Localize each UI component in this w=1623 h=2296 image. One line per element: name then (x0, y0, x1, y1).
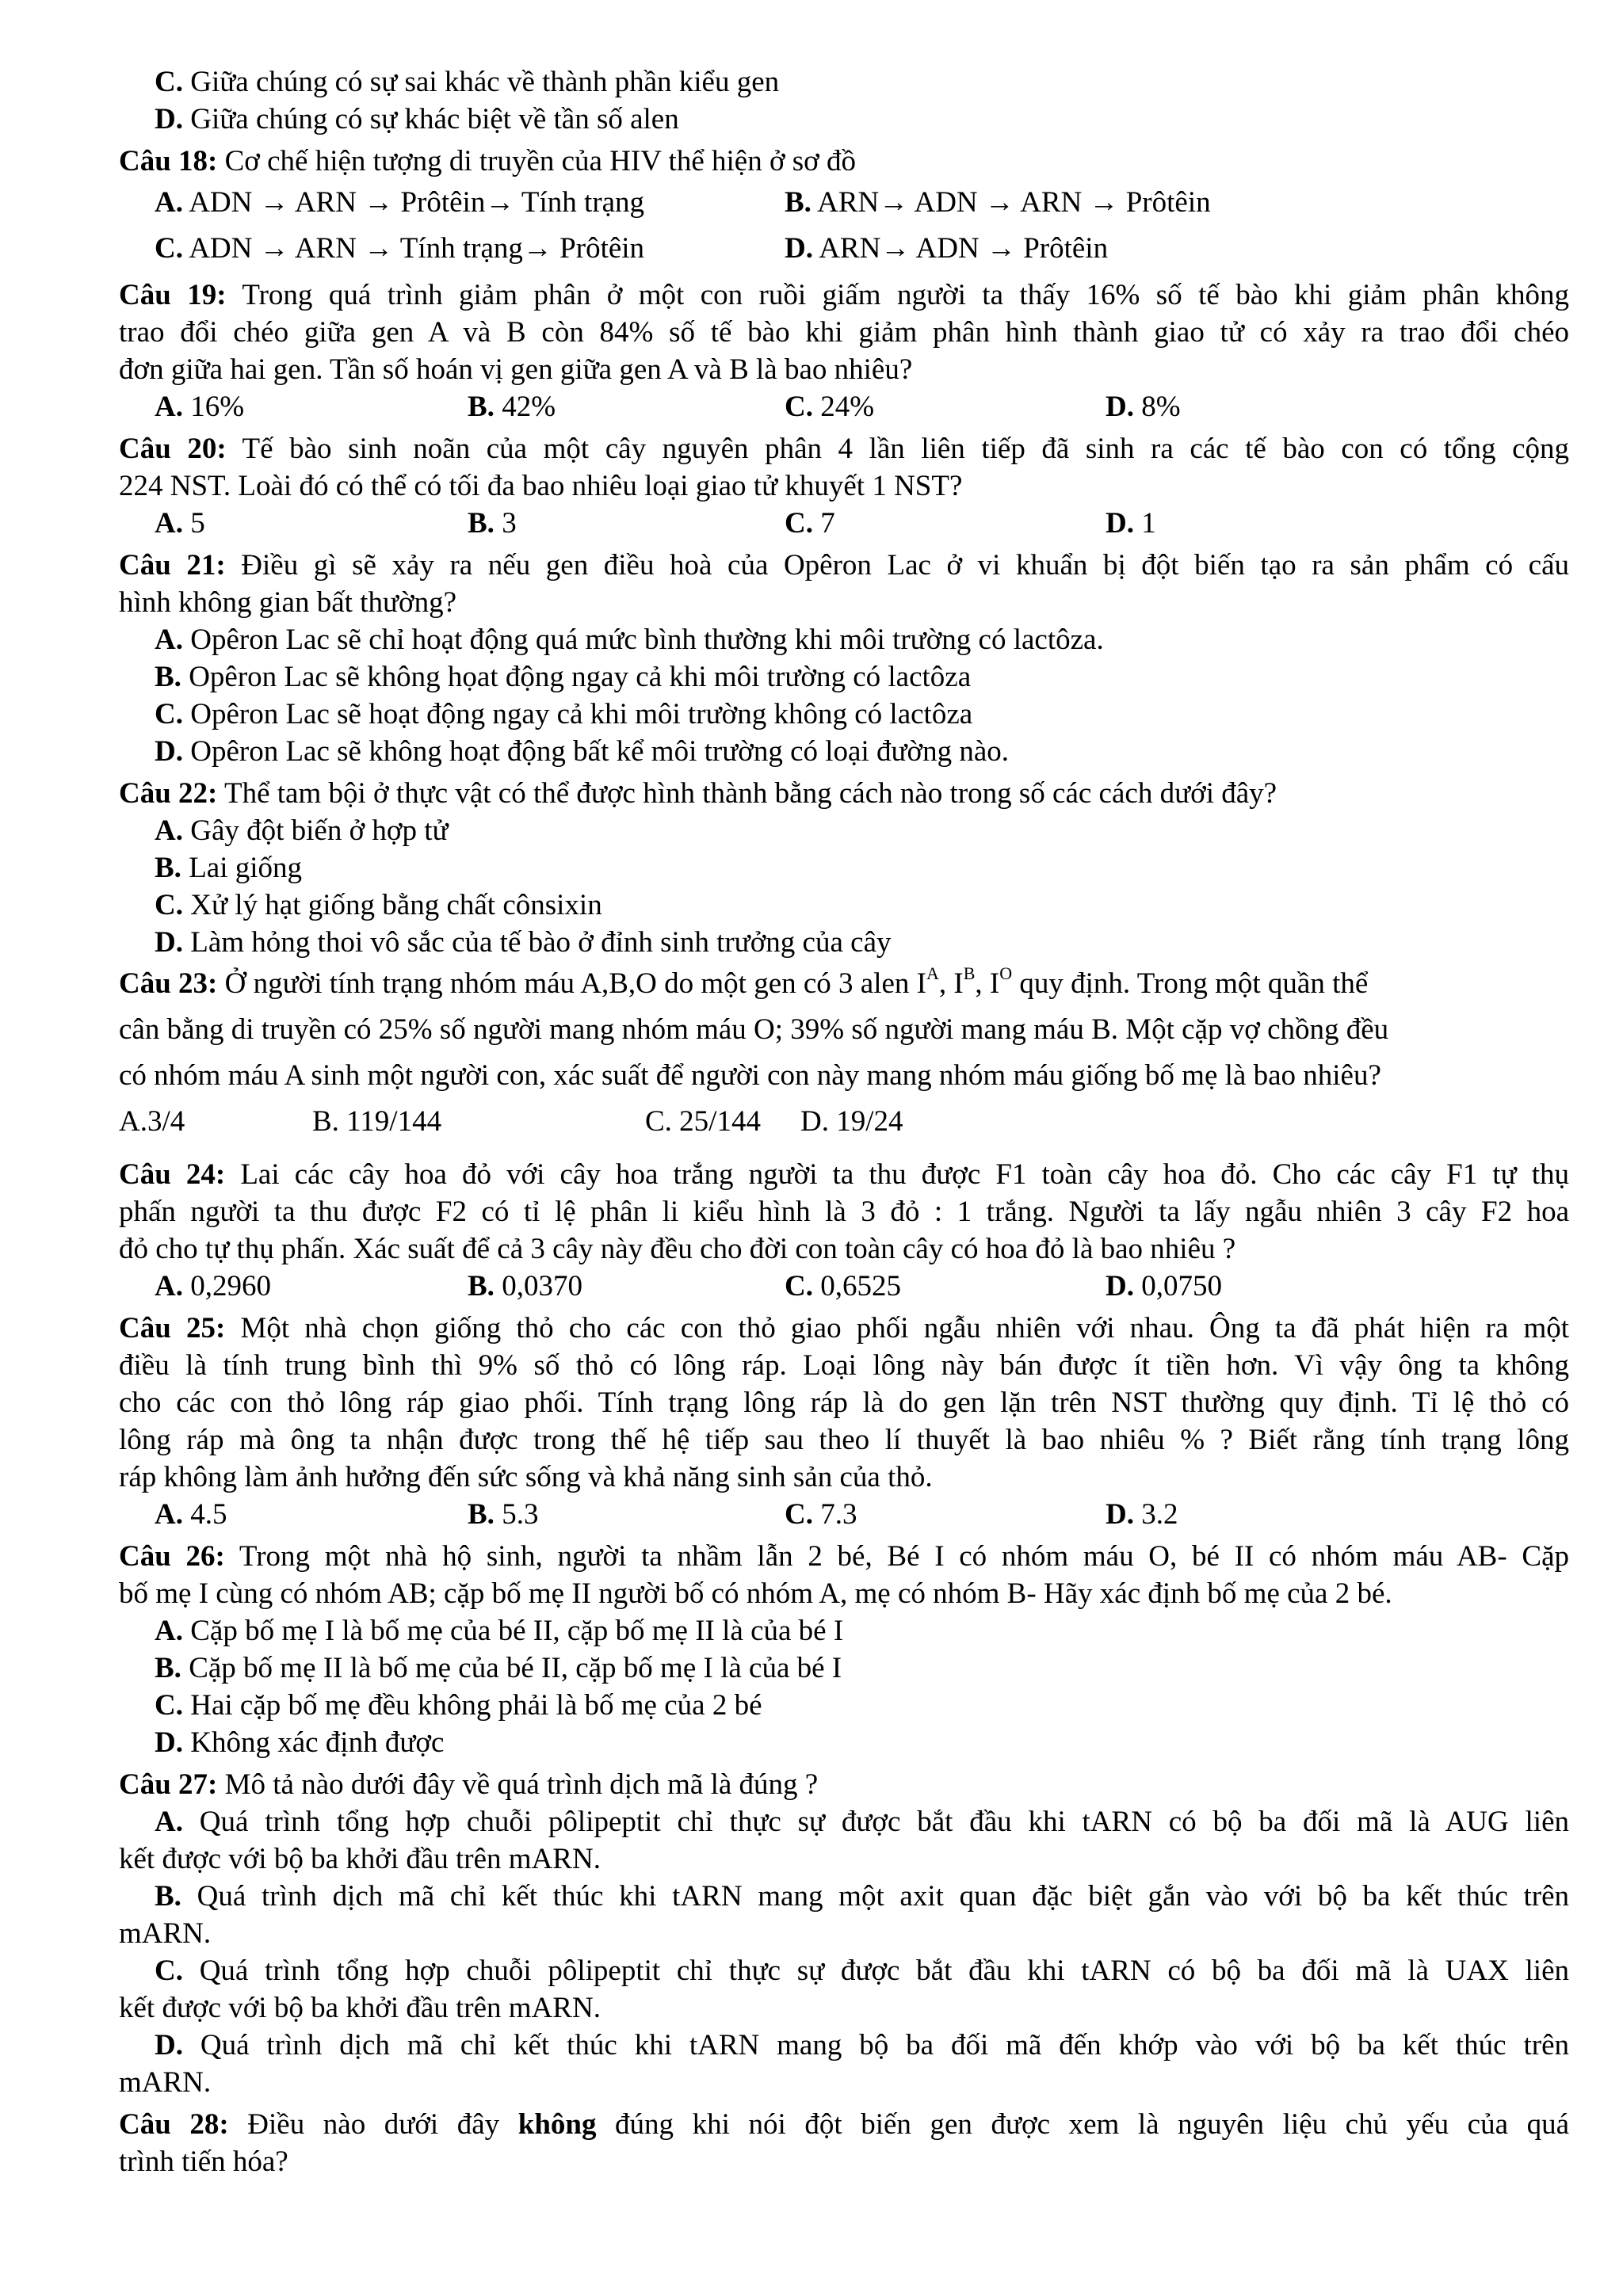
q18-options-ab (119, 180, 1569, 226)
q27-option-c-line-2: kết được với bộ ba khởi đầu trên mARN. (119, 1992, 601, 2024)
q18-option-d: D. ARN→ ADN → Prôtêin (785, 232, 1109, 265)
q19-option-b: B. 42% (468, 391, 556, 423)
q26-stem-line-1: Câu 26: Trong một nhà hộ sinh, người ta nhầm lẫn 2 bé, Bé I có nhóm máu O, bé II có nhóm máu AB- Cặp (119, 1540, 1569, 1573)
q20-option-b: B. 3 (468, 507, 517, 540)
q25-option-b: B. 5.3 (468, 1498, 539, 1531)
q27-option-d-line-2: mARN. (119, 2066, 212, 2099)
q23-option-a: A.3/4 (119, 1105, 185, 1138)
q20-option-c: C. 7 (785, 507, 835, 540)
q25-option-c: C. 7.3 (785, 1498, 857, 1531)
q19-options (119, 388, 1569, 425)
q25-option-a: A. 4.5 (155, 1498, 227, 1531)
q19-option-c: C. 24% (785, 391, 875, 423)
q25-stem-line-3: cho các con thỏ lông ráp giao phối. Tính trạng lông ráp là do gen lặn trên NST thường quy định. Tỉ lệ thỏ có (119, 1386, 1569, 1419)
q27-option-c-line-1: C. Quá trình tổng hợp chuỗi pôlipeptit chỉ thực sự được bắt đầu khi tARN có bộ ba đối mã là UAX liên (155, 1955, 1569, 1987)
q21-option-a: A. Opêron Lac sẽ chỉ hoạt động quá mức bình thường khi môi trường có lactôza. (155, 624, 1104, 656)
q23-stem-line-2: cân bằng di truyền có 25% số người mang nhóm máu O; 39% số người mang máu B. Một cặp vợ chồng đều (119, 1013, 1389, 1046)
q24-stem-line-2: phấn người ta thu được F2 có tỉ lệ phân li kiểu hình là 3 đỏ : 1 trắng. Người ta lấy ngẫu nhiên 3 cây F2 hoa (119, 1196, 1569, 1228)
q24-stem-line-3: đỏ cho tự thụ phấn. Xác suất để cả 3 cây này đều cho đời con toàn cây có hoa đỏ là bao nhiêu ? (119, 1233, 1236, 1265)
q27-option-b-line-1: B. Quá trình dịch mã chỉ kết thúc khi tARN mang một axit quan đặc biệt gắn vào với bộ ba kết thúc trên (155, 1880, 1570, 1913)
q25-stem-line-1: Câu 25: Một nhà chọn giống thỏ cho các con thỏ giao phối ngẫu nhiên với nhau. Ông ta đã phát hiện ra một (119, 1312, 1569, 1344)
q18-options-cd (119, 226, 1569, 272)
q26-option-c: C. Hai cặp bố mẹ đều không phải là bố mẹ của 2 bé (155, 1689, 762, 1722)
q20-options (119, 505, 1569, 542)
q27-option-a-line-2: kết được với bộ ba khởi đầu trên mARN. (119, 1843, 601, 1875)
q25-stem-line-5: ráp không làm ảnh hưởng đến sức sống và khả năng sinh sản của thỏ. (119, 1461, 933, 1493)
q25-stem-line-4: lông ráp mà ông ta nhận được trong thế hệ tiếp sau theo lí thuyết là bao nhiêu % ? Biết rằng tính trạng lông (119, 1424, 1569, 1456)
q26-stem-line-2: bố mẹ I cùng có nhóm AB; cặp bố mẹ II người bố có nhóm A, mẹ có nhóm B- Hãy xác định bố mẹ của 2 bé. (119, 1577, 1392, 1610)
q18-option-b: B. ARN→ ADN → ARN → Prôtêin (785, 186, 1211, 219)
q19-stem-line-2: trao đổi chéo giữa gen A và B còn 84% số tế bào khi giảm phân hình thành giao tử có xảy ra trao đổi chéo (119, 316, 1569, 349)
q23-option-b: B. 119/144 (312, 1105, 442, 1138)
q19-stem-line-1: Câu 19: Trong quá trình giảm phân ở một con ruồi giấm người ta thấy 16% số tế bào khi giảm phân không (119, 279, 1569, 311)
q17-option-c: C. Giữa chúng có sự sai khác về thành phần kiểu gen (155, 66, 780, 98)
q24-stem-line-1: Câu 24: Lai các cây hoa đỏ với cây hoa trắng người ta thu được F1 toàn cây hoa đỏ. Cho các cây F1 tự thụ (119, 1158, 1570, 1191)
q22-stem: Câu 22: Thể tam bội ở thực vật có thể được hình thành bằng cách nào trong số các cách dưới đây? (119, 777, 1277, 810)
q24-option-d: D. 0,0750 (1106, 1270, 1222, 1302)
q24-option-c: C. 0,6525 (785, 1270, 901, 1302)
q20-option-a: A. 5 (155, 507, 205, 540)
q21-stem-line-1: Câu 21: Điều gì sẽ xảy ra nếu gen điều hoà của Opêron Lac ở vi khuẩn bị đột biến tạo ra sản phẩm có cấu (119, 549, 1569, 582)
q21-option-d: D. Opêron Lac sẽ không hoạt động bất kể môi trường có loại đường nào. (155, 735, 1010, 768)
q18-stem: Câu 18: Cơ chế hiện tượng di truyền của HIV thể hiện ở sơ đồ (119, 145, 856, 177)
q26-option-b: B. Cặp bố mẹ II là bố mẹ của bé II, cặp bố mẹ I là của bé I (155, 1652, 842, 1684)
q19-stem-line-3: đơn giữa hai gen. Tần số hoán vị gen giữa gen A và B là bao nhiêu? (119, 353, 913, 386)
q27-stem: Câu 27: Mô tả nào dưới đây về quá trình dịch mã là đúng ? (119, 1768, 819, 1801)
q23-options (119, 1099, 1569, 1145)
q24-options (119, 1268, 1569, 1305)
q18-option-a: A. ADN → ARN → Prôtêin→ Tính trạng (155, 186, 645, 219)
q20-stem-line-2: 224 NST. Loài đó có thể có tối đa bao nhiêu loại giao tử khuyết 1 NST? (119, 470, 963, 502)
q23-option-d: D. 19/24 (800, 1105, 903, 1138)
q23-stem-line-3: có nhóm máu A sinh một người con, xác suất để người con này mang nhóm máu giống bố mẹ là bao nhiêu? (119, 1059, 1381, 1092)
q27-option-a-line-1: A. Quá trình tổng hợp chuỗi pôlipeptit chỉ thực sự được bắt đầu khi tARN có bộ ba đối mã là AUG liên (155, 1806, 1570, 1838)
exam-page (119, 63, 1569, 2180)
q23-stem-line-1: Câu 23: Ở người tính trạng nhóm máu A,B,O do một gen có 3 alen $I^A$, $I^B$, $I^O$ quy định. Trong một quần thể (119, 963, 1369, 1000)
q28-stem-line-2: trình tiến hóa? (119, 2145, 288, 2178)
q25-options (119, 1496, 1569, 1533)
q27-option-b-line-2: mARN. (119, 1917, 212, 1950)
q22-option-d: D. Làm hỏng thoi vô sắc của tế bào ở đỉnh sinh trưởng của cây (155, 926, 892, 959)
q21-option-c: C. Opêron Lac sẽ hoạt động ngay cả khi môi trường không có lactôza (155, 698, 973, 730)
q23-option-c: C. 25/144 (645, 1105, 761, 1138)
q22-option-a: A. Gây đột biến ở hợp tử (155, 814, 449, 847)
q20-option-d: D. 1 (1106, 507, 1156, 540)
q18-option-c: C. ADN → ARN → Tính trạng→ Prôtêin (155, 232, 645, 265)
q22-option-b: B. Lai giống (155, 852, 303, 884)
q19-option-a: A. 16% (155, 391, 245, 423)
q22-option-c: C. Xử lý hạt giống bằng chất cônsixin (155, 889, 602, 921)
q28-stem-line-1: Câu 28: Điều nào dưới đây không đúng khi nói đột biến gen được xem là nguyên liệu chủ yếu của quá (119, 2108, 1570, 2141)
q20-stem-line-1: Câu 20: Tế bào sinh noãn của một cây nguyên phân 4 lần liên tiếp đã sinh ra các tế bào con có tổng cộng (119, 433, 1569, 465)
q25-option-d: D. 3.2 (1106, 1498, 1178, 1531)
q25-stem-line-2: điều là tính trung bình thì 9% số thỏ có lông ráp. Loại lông này bán được ít tiền hơn. Vì vậy ông ta không (119, 1349, 1569, 1382)
q26-option-a: A. Cặp bố mẹ I là bố mẹ của bé II, cặp bố mẹ II là của bé I (155, 1615, 844, 1647)
q24-option-a: A. 0,2960 (155, 1270, 271, 1302)
q24-option-b: B. 0,0370 (468, 1270, 582, 1302)
q19-option-d: D. 8% (1106, 391, 1181, 423)
q26-option-d: D. Không xác định được (155, 1726, 445, 1759)
q27-option-d-line-1: D. Quá trình dịch mã chỉ kết thúc khi tARN mang bộ ba đối mã đến khớp vào với bộ ba kết thúc trên (155, 2029, 1569, 2061)
q21-option-b: B. Opêron Lac sẽ không họat động ngay cả khi môi trường có lactôza (155, 661, 972, 693)
q21-stem-line-2: hình không gian bất thường? (119, 586, 457, 619)
q17-option-d: D. Giữa chúng có sự khác biệt về tần số alen (155, 103, 679, 135)
